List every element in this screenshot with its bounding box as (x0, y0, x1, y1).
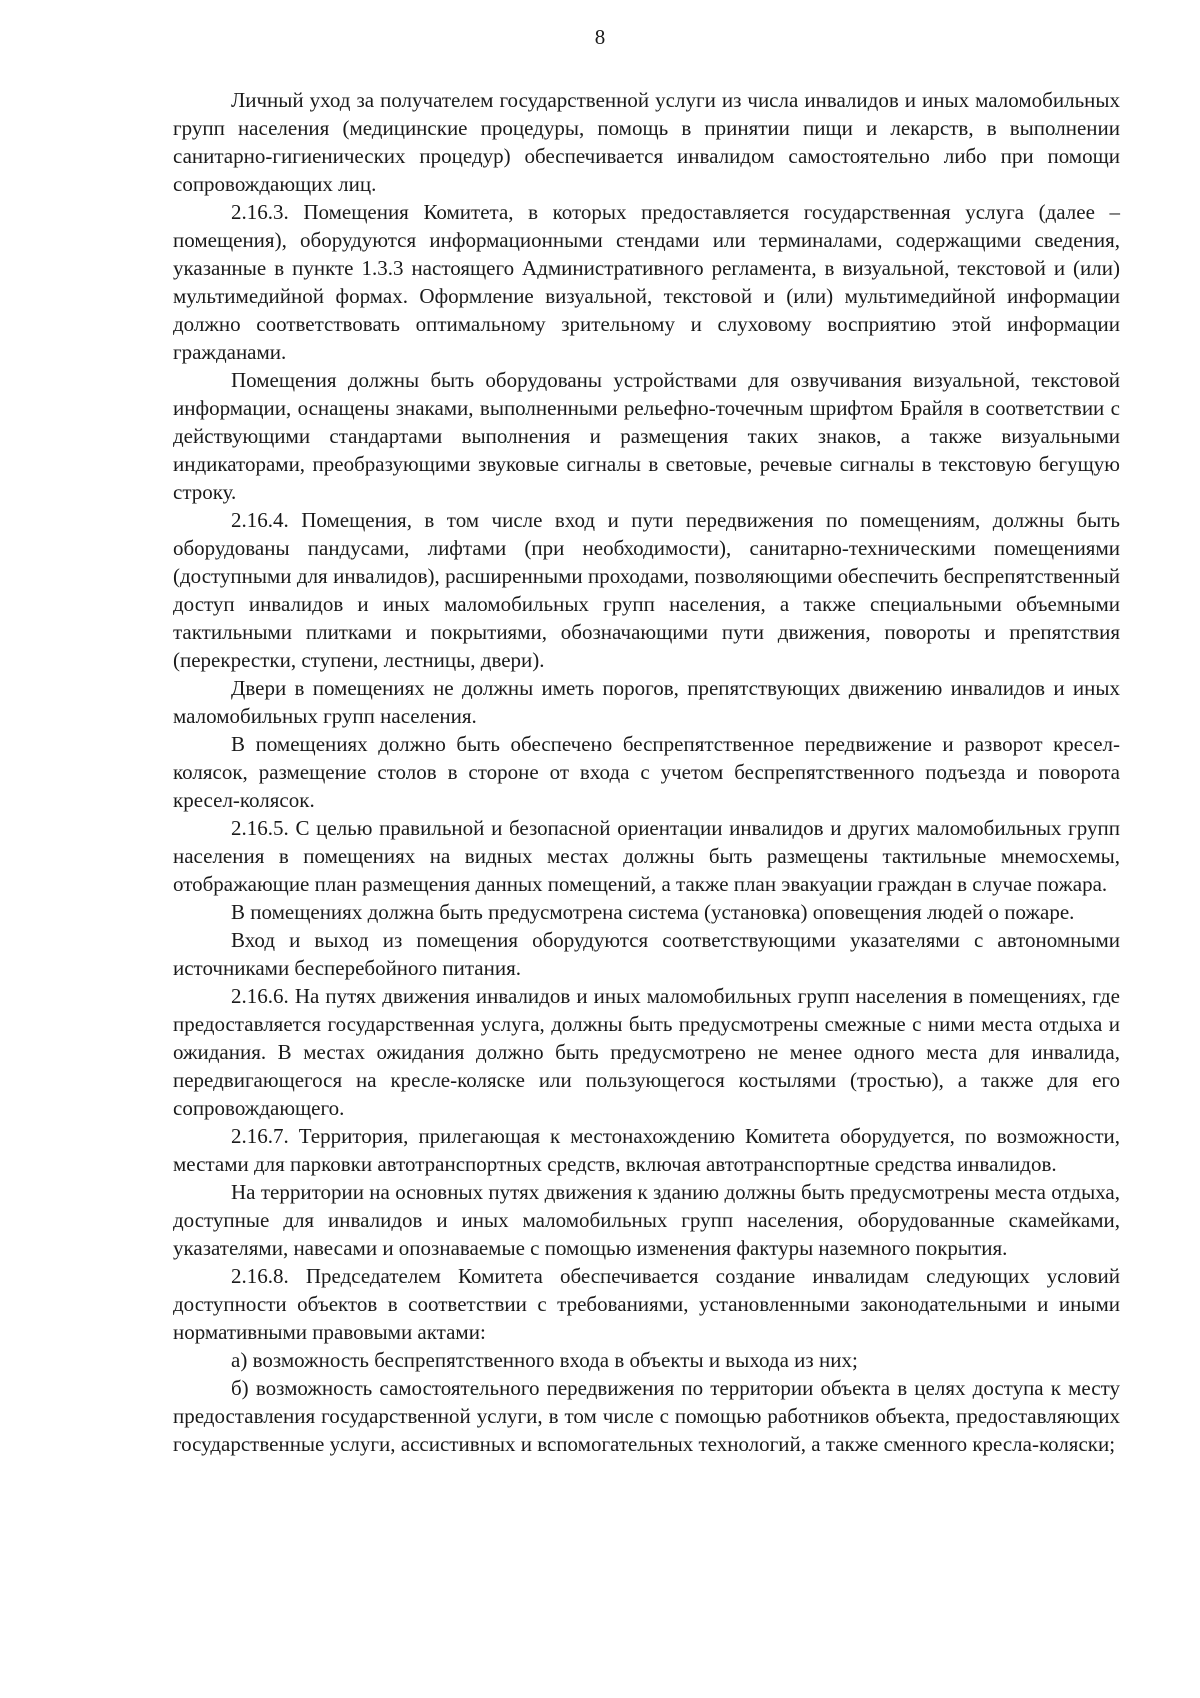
paragraph-territory-rest-places: На территории на основных путях движения к зданию должны быть предусмотрены места отдыха, доступные для инвалидов и иных маломобильных групп населения, оборудованные скамейками, указателями, навесами и опознаваемые с помощью изменения фактуры наземного покрытия. (173, 1180, 1120, 1260)
list-item-a: а) возможность беспрепятственного входа в объекты и выхода из них; (231, 1348, 858, 1372)
paragraph-entrance-exit-signs: Вход и выход из помещения оборудуются соответствующими указателями с автономными источниками бесперебойного питания. (173, 928, 1120, 980)
paragraph-fire-alarm: В помещениях должна быть предусмотрена система (установка) оповещения людей о пожаре. (231, 900, 1075, 924)
paragraph-2-16-7: 2.16.7. Территория, прилегающая к местонахождению Комитета оборудуется, по возможности, местами для парковки автотранспортных средств, включая автотранспортные средства инвалидов. (173, 1124, 1120, 1176)
paragraph-2-16-3: 2.16.3. Помещения Комитета, в которых предоставляется государственная услуга (далее – помещения), оборудуются информационными стендами или терминалами, содержащими сведения, указанные в пункте 1.3.3 настоящего Административного регламента, в визуальной, текстовой и (или) мультимедийной формах. Оформление визуальной, текстовой и (или) мультимедийной информации должно соответствовать оптимальному зрительному и слуховому восприятию этой информации гражданами. (173, 200, 1120, 364)
paragraph-2-16-6: 2.16.6. На путях движения инвалидов и иных маломобильных групп населения в помещениях, где предоставляется государственная услуга, должны быть предусмотрены смежные с ними места отдыха и ожидания. В местах ожидания должно быть предусмотрено не менее одного места для инвалида, передвигающегося на кресле-коляске или пользующегося костылями (тростью), а также для его сопровождающего. (173, 984, 1120, 1120)
paragraph-2-16-4: 2.16.4. Помещения, в том числе вход и пути передвижения по помещениям, должны быть оборудованы пандусами, лифтами (при необходимости), санитарно-техническими помещениями (доступными для инвалидов), расширенными проходами, позволяющими обеспечить беспрепятственный доступ инвалидов и иных маломобильных групп населения, а также специальными объемными тактильными плитками и покрытиями, обозначающими пути движения, повороты и препятствия (перекрестки, ступени, лестницы, двери). (173, 508, 1120, 672)
page-number: 8 (594, 25, 606, 49)
paragraph-wheelchair-movement: В помещениях должно быть обеспечено беспрепятственное передвижение и разворот кресел-колясок, размещение столов в стороне от входа с учетом беспрепятственного подъезда и поворота кресел-колясок. (173, 732, 1120, 812)
paragraph-2-16-8: 2.16.8. Председателем Комитета обеспечивается создание инвалидам следующих условий доступности объектов в соответствии с требованиями, установленными законодательными и иными нормативными правовыми актами: (173, 1264, 1120, 1344)
paragraph-audio-braille-equipment: Помещения должны быть оборудованы устройствами для озвучивания визуальной, текстовой информации, оснащены знаками, выполненными рельефно-точечным шрифтом Брайля в соответствии с действующими стандартами выполнения и размещения таких знаков, а также визуальными индикаторами, преобразующими звуковые сигналы в световые, речевые сигналы в текстовую бегущую строку. (173, 368, 1120, 504)
paragraph-doors-no-thresholds: Двери в помещениях не должны иметь порогов, препятствующих движению инвалидов и иных маломобильных групп населения. (173, 676, 1120, 728)
paragraph-2-16-5: 2.16.5. С целью правильной и безопасной ориентации инвалидов и других маломобильных групп населения в помещениях на видных местах должны быть размещены тактильные мнемосхемы, отображающие план размещения данных помещений, а также план эвакуации граждан в случае пожара. (173, 816, 1120, 896)
paragraph-personal-care: Личный уход за получателем государственной услуги из числа инвалидов и иных маломобильных групп населения (медицинские процедуры, помощь в принятии пищи и лекарств, в выполнении санитарно-гигиенических процедур) обеспечивается инвалидом самостоятельно либо при помощи сопровождающих лиц. (173, 88, 1120, 196)
list-item-b: б) возможность самостоятельного передвижения по территории объекта в целях доступа к месту предоставления государственной услуги, в том числе с помощью работников объекта, предоставляющих государственные услуги, ассистивных и вспомогательных технологий, а также сменного кресла-коляски; (173, 1376, 1120, 1456)
document-body (173, 86, 1120, 1458)
